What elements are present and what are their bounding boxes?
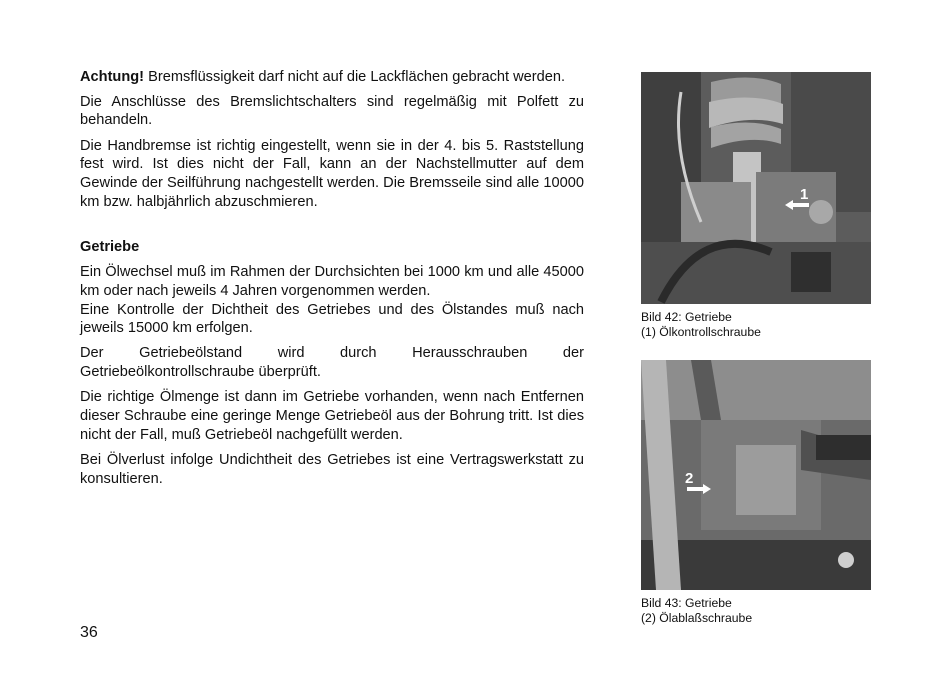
figure-42-marker: 1: [800, 186, 809, 203]
figure-43-caption: [641, 596, 891, 626]
handbrake-paragraph: Die Handbremse ist richtig eingestellt, wenn sie in der 4. bis 5. Raststellung fest wird. Ist dies nicht der Fall, kann an der Nachstellmutter auf dem Gewinde der Seilführung nachgestellt werden. Die Bremsseile sind alle 10000 km bzw. halbjährlich abzuschmieren.: [80, 137, 584, 210]
warning-label: Achtung!: [80, 69, 145, 85]
oil-loss-paragraph: Bei Ölverlust infolge Undichtheit des Getriebes ist eine Vertragswerkstatt zu konsultieren.: [80, 451, 584, 487]
figure-43-caption-item: (2) Ölablaßschraube: [641, 611, 753, 625]
brake-light-paragraph: Die Anschlüsse des Bremslichtschalters sind regelmäßig mit Polfett zu behandeln.: [80, 93, 584, 129]
figure-43-caption-title: Bild 43: Getriebe: [641, 596, 732, 610]
figure-42-caption-title: Bild 42: Getriebe: [641, 310, 732, 324]
main-text-column: [80, 68, 584, 495]
leak-check-paragraph: Eine Kontrolle der Dichtheit des Getriebes und des Ölstandes muß nach jeweils 15000 km erfolgen.: [80, 301, 584, 337]
page-number: 36: [80, 624, 98, 641]
warning-text: Bremsflüssigkeit darf nicht auf die Lackflächen gebracht werden.: [148, 69, 566, 85]
warning-paragraph: [80, 68, 584, 87]
oil-change-paragraph: Ein Ölwechsel muß im Rahmen der Durchsichten bei 1000 km und alle 45000 km oder nach jeweils 4 Jahren vorgenommen werden.: [80, 264, 584, 299]
figure-42-photo: [641, 72, 871, 304]
section-heading: Getriebe: [80, 239, 140, 256]
oil-level-paragraph: Der Getriebeölstand wird durch Herausschrauben der Getriebeölkontrollschraube überprüft.: [80, 345, 584, 381]
figure-42-caption: [641, 310, 891, 340]
figure-42-caption-item: (1) Ölkontrollschraube: [641, 325, 761, 339]
figure-43-marker: 2: [685, 470, 694, 487]
figure-43-photo: [641, 360, 871, 590]
oil-amount-paragraph: Die richtige Ölmenge ist dann im Getriebe vorhanden, wenn nach Entfernen dieser Schraube eine geringe Menge Getriebeöl aus der Bohrung tritt. Ist dies nicht der Fall, muß Getriebeöl nachgefüllt werden.: [80, 389, 584, 443]
